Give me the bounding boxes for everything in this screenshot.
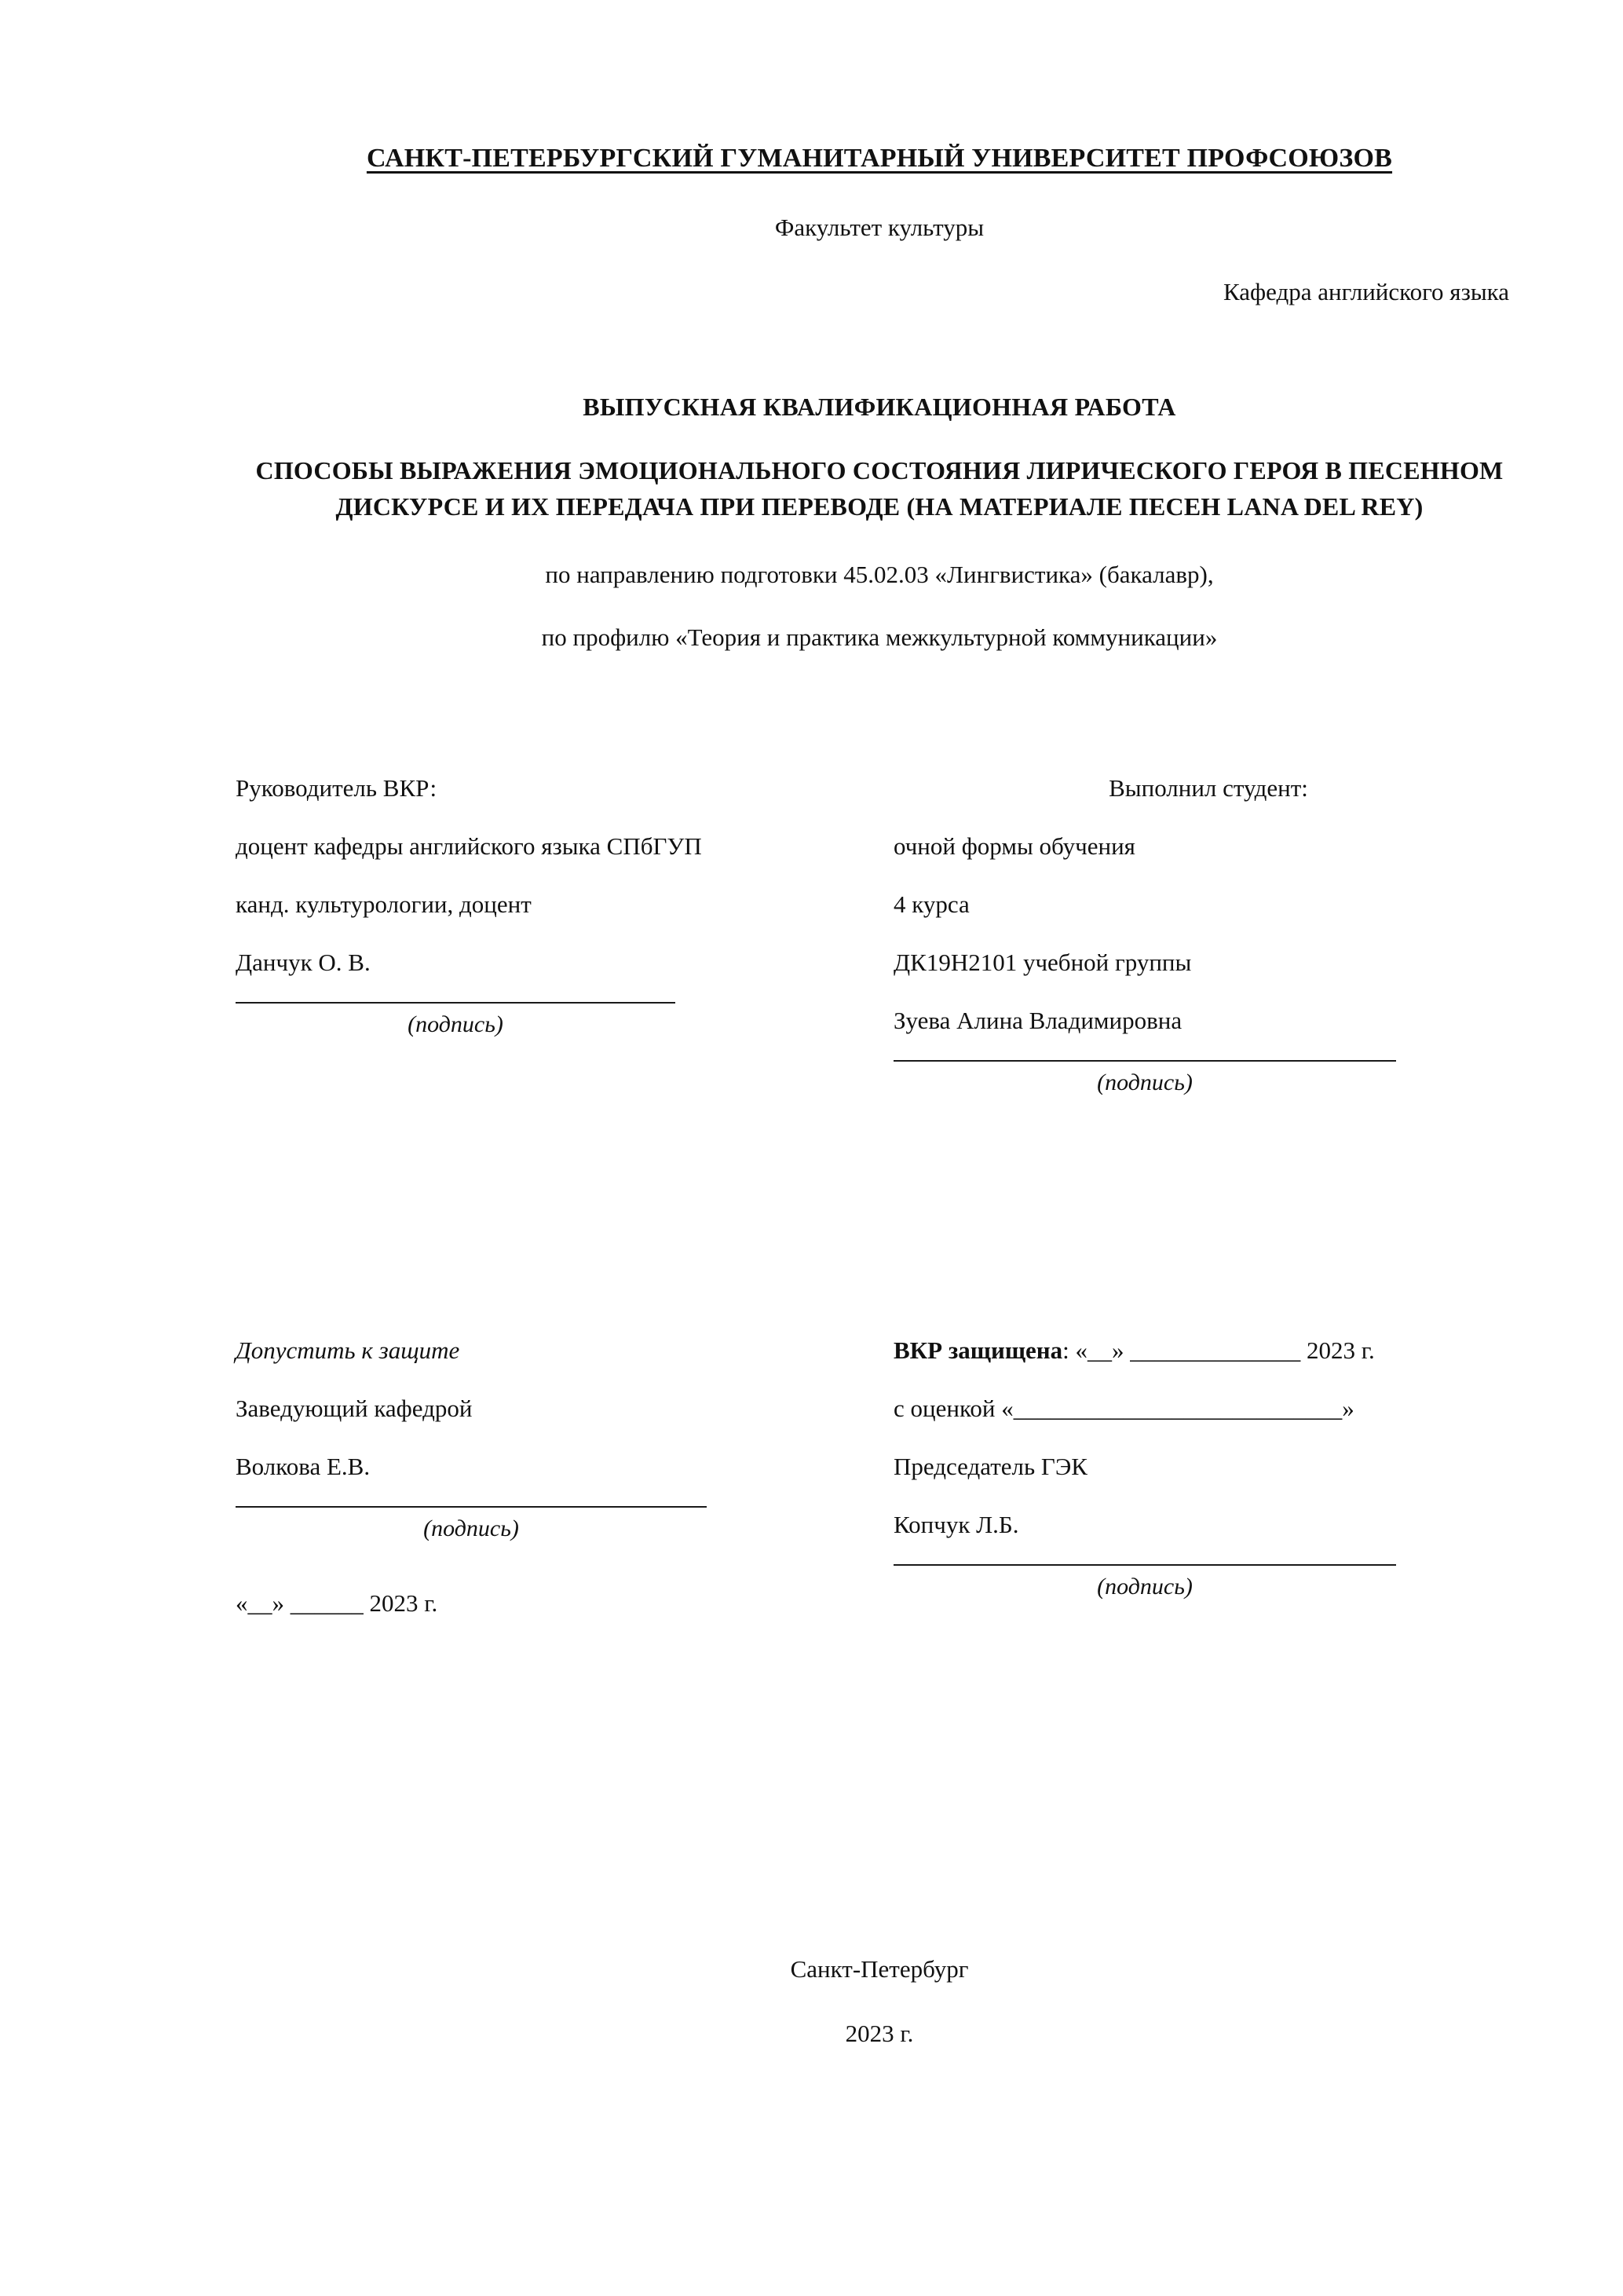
- department-name: Кафедра английского языка: [1223, 278, 1509, 306]
- admission-date: «__» ______ 2023 г.: [236, 1589, 438, 1618]
- supervisor-degree: канд. культурологии, доцент: [236, 890, 532, 919]
- admission-signature-label: (подпись): [423, 1515, 519, 1542]
- admission-heading: Допустить к защите: [236, 1336, 460, 1365]
- student-name: Зуева Алина Владимировна: [894, 1007, 1183, 1035]
- supervisor-signature-line: [236, 1002, 675, 1004]
- faculty-name: Факультет культуры: [774, 214, 985, 242]
- admission-name: Волкова Е.В.: [236, 1453, 371, 1481]
- direction-of-study: по направлению подготовки 45.02.03 «Лингвистика» (бакалавр),: [545, 561, 1214, 589]
- chair-signature-label: (подпись): [1097, 1574, 1193, 1600]
- footer-city: Санкт-Петербург: [790, 1955, 969, 1983]
- supervisor-block: [236, 770, 879, 1096]
- defense-date: : «__» ______________ 2023 г.: [1062, 1336, 1375, 1365]
- defense-block: [879, 1332, 1523, 1618]
- chair-signature-line: [894, 1564, 1396, 1566]
- student-signature-line: [894, 1060, 1396, 1062]
- signatories-block: [236, 770, 1523, 1096]
- study-profile: по профилю «Теория и практика межкультурной коммуникации»: [541, 623, 1218, 652]
- work-type: ВЫПУСКНАЯ КВАЛИФИКАЦИОННАЯ РАБОТА: [583, 393, 1176, 422]
- supervisor-signature-label: (подпись): [408, 1011, 503, 1038]
- student-signature-label: (подпись): [1097, 1069, 1193, 1096]
- admission-position: Заведующий кафедрой: [236, 1395, 473, 1423]
- admission-block: [236, 1332, 879, 1618]
- document-footer: [236, 1955, 1523, 2048]
- student-group: ДК19Н2101 учебной группы: [894, 949, 1192, 977]
- defense-date-row: [894, 1332, 1523, 1369]
- chair-name: Копчук Л.Б.: [894, 1511, 1019, 1539]
- student-course: 4 курса: [894, 890, 970, 919]
- university-name: САНКТ-ПЕТЕРБУРГСКИЙ ГУМАНИТАРНЫЙ УНИВЕРСИТЕТ ПРОФСОЮЗОВ: [366, 144, 1393, 173]
- supervisor-heading: Руководитель ВКР:: [236, 774, 437, 803]
- footer-year: 2023 г.: [845, 2020, 914, 2047]
- approval-block: [236, 1332, 1523, 1618]
- page-title: СПОСОБЫ ВЫРАЖЕНИЯ ЭМОЦИОНАЛЬНОГО СОСТОЯНИЯ ЛИРИЧЕСКОГО ГЕРОЯ В ПЕСЕННОМ ДИСКУРСЕ И ИХ ПЕРЕДАЧА ПРИ ПЕРЕВОДЕ (НА МАТЕРИАЛЕ ПЕСЕН LANA DEL REY): [255, 456, 1504, 521]
- supervisor-name: Данчук О. В.: [236, 949, 371, 977]
- defense-grade: с оценкой «___________________________»: [894, 1395, 1354, 1423]
- admission-signature-line: [236, 1506, 707, 1508]
- defense-label: ВКР защищена: [894, 1336, 1063, 1365]
- student-block: [879, 770, 1523, 1096]
- supervisor-position: доцент кафедры английского языка СПбГУП: [236, 832, 702, 861]
- chair-title: Председатель ГЭК: [894, 1453, 1087, 1481]
- student-heading: Выполнил студент:: [1109, 774, 1308, 803]
- document-content: [236, 141, 1523, 1618]
- student-form: очной формы обучения: [894, 832, 1135, 861]
